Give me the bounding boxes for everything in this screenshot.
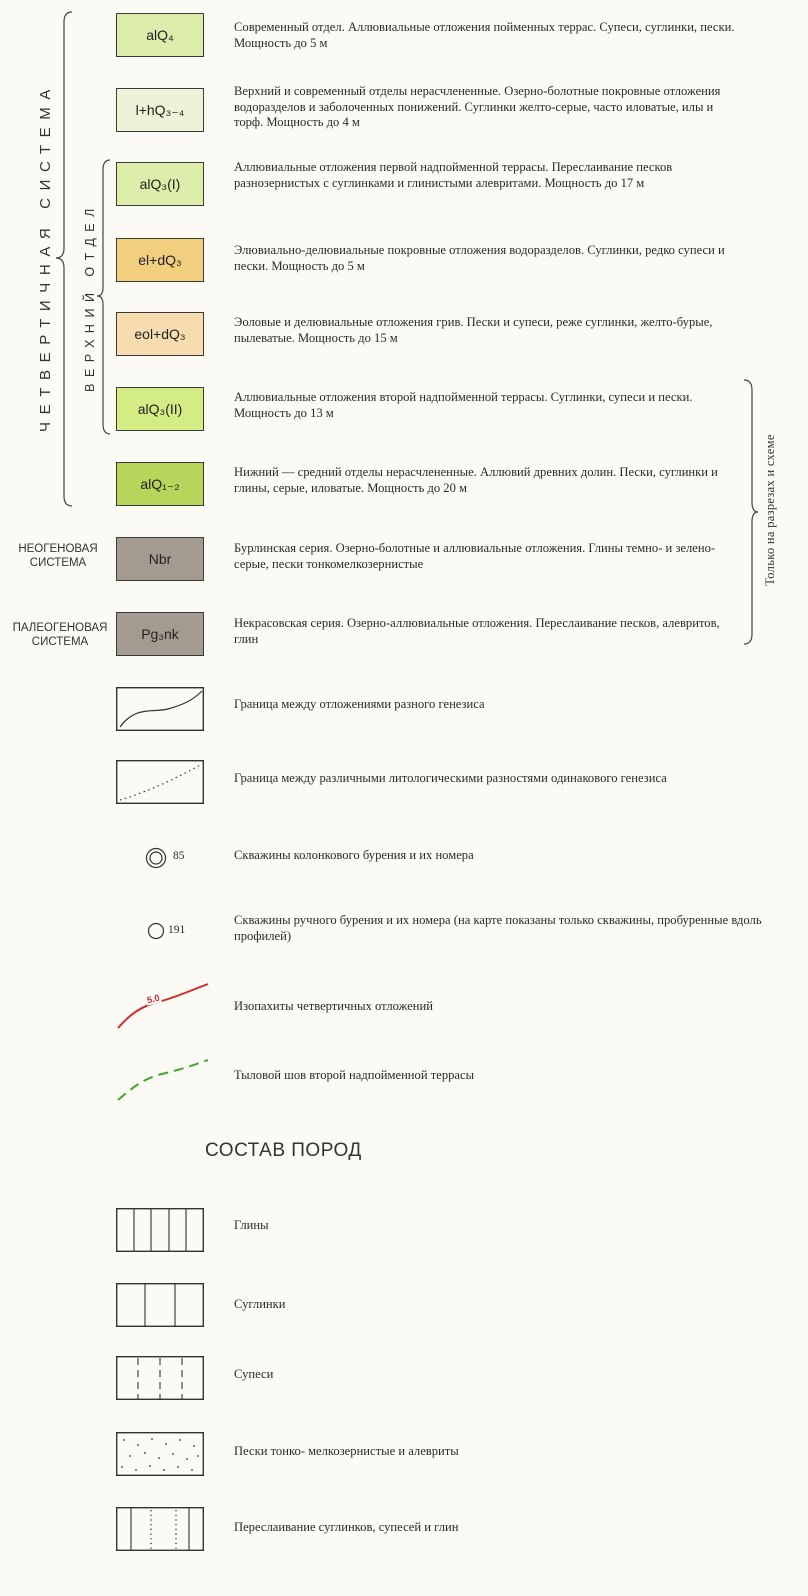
unit-description-eoldQ3: Эоловые и делювиальные отложения грив. Пески и супеси, реже суглинки, желто-бурые, пылеватые. Мощность до 15 м <box>234 315 713 345</box>
unit-description-eldQ3: Элювиально-делювиальные покровные отложения водоразделов. Суглинки, редко супеси и пески. Мощность до 5 м <box>234 243 725 273</box>
sandy-loam-label: Супеси <box>234 1367 274 1381</box>
unit-box-alQ4: alQ₄ <box>116 13 204 57</box>
unit-description-alQ3-I: Аллювиальные отложения первой надпойменной террасы. Переслаивание песков разнозернистых с суглинками и глинистыми алевритами. Мощность до 17 м <box>234 160 673 190</box>
clay-pattern-icon <box>116 1208 204 1252</box>
core-well-icon <box>145 847 167 869</box>
unit-description-alQ4: Современный отдел. Аллювиальные отложения пойменных террас. Супеси, суглинки, пески. Мощность до 5 м <box>234 20 735 50</box>
sections-only-bracket <box>744 380 758 644</box>
unit-box-alQ1-2: alQ₁₋₂ <box>116 462 204 506</box>
unit-box-eldQ3: el+dQ₃ <box>116 238 204 282</box>
hand-well-number: 191 <box>168 924 186 936</box>
loam-label: Суглинки <box>234 1297 286 1311</box>
unit-box-alQ3-II: alQ₃(II) <box>116 387 204 431</box>
isopach-icon <box>112 980 212 1032</box>
hand-well-icon <box>147 922 165 940</box>
sand-label: Пески тонко- мелкозернистые и алевриты <box>234 1444 459 1458</box>
interbedding-pattern-icon <box>116 1507 204 1551</box>
unit-description-lhQ3-4: Верхний и современный отделы нерасчлененные. Озерно-болотные покровные отложения водоразделов и заболоченных понижений. Суглинки желто-серые, часто иловатые, илы и торф. Мощность до 4 м <box>234 84 721 130</box>
terrace-seam-label: Тыловой шов второй надпойменной террасы <box>234 1068 475 1082</box>
sandy-loam-pattern-icon <box>116 1356 204 1400</box>
genesis-boundary-icon <box>116 687 204 731</box>
unit-box-Pg3nk: Pg₃nk <box>116 612 204 656</box>
quaternary-system-label: ЧЕТВЕРТИЧНАЯ СИСТЕМА <box>37 82 54 432</box>
lithology-boundary-icon <box>116 760 204 804</box>
isopach-value: 5.0 <box>145 992 161 1006</box>
interbedding-label: Переслаивание суглинков, супесей и глин <box>234 1520 459 1534</box>
loam-pattern-icon <box>116 1283 204 1327</box>
unit-box-eoldQ3: eol+dQ₃ <box>116 312 204 356</box>
unit-box-lhQ3-4: l+hQ₃₋₄ <box>116 88 204 132</box>
unit-description-Nbr: Бурлинская серия. Озерно-болотные и аллювиальные отложения. Глины темно- и зелено-серые, пески тонкомелкозернистые <box>234 541 716 571</box>
core-well-label: Скважины колонкового бурения и их номера <box>234 848 474 862</box>
sand-pattern-icon <box>116 1432 204 1476</box>
unit-box-Nbr: Nbr <box>116 537 204 581</box>
neogene-system-label: НЕОГЕНОВАЯ СИСТЕМА <box>18 543 98 569</box>
paleogene-system-label: ПАЛЕОГЕНОВАЯ СИСТЕМА <box>12 622 108 648</box>
terrace-seam-icon <box>112 1056 212 1106</box>
composition-title: СОСТАВ ПОРОД <box>205 1140 362 1161</box>
hand-well-label: Скважины ручного бурения и их номера (на карте показаны только скважины, пробуренные вдоль профилей) <box>234 913 762 943</box>
lithology-boundary-label: Граница между различными литологическими разностями одинакового генезиса <box>234 771 667 785</box>
unit-description-alQ3-II: Аллювиальные отложения второй надпойменной террасы. Суглинки, супеси и пески. Мощность до 13 м <box>234 390 693 420</box>
quaternary-bracket <box>56 12 72 506</box>
unit-description-alQ1-2: Нижний — средний отделы нерасчлененные. Аллювий древних долин. Пески, суглинки и глины, серые, иловатые. Мощность до 20 м <box>234 465 718 495</box>
clay-label: Глины <box>234 1218 269 1232</box>
sections-only-label: Только на разрезах и схеме <box>763 434 777 586</box>
upper-section-label: ВЕРХНИЙ ОТДЕЛ <box>83 202 97 392</box>
unit-description-Pg3nk: Некрасовская серия. Озерно-аллювиальные отложения. Переслаивание песков, алевритов, глин <box>234 616 720 646</box>
isopach-label: Изопахиты четвертичных отложений <box>234 999 433 1013</box>
unit-box-alQ3-I: alQ₃(I) <box>116 162 204 206</box>
core-well-number: 85 <box>173 850 185 862</box>
genesis-boundary-label: Граница между отложениями разного генезиса <box>234 697 485 711</box>
